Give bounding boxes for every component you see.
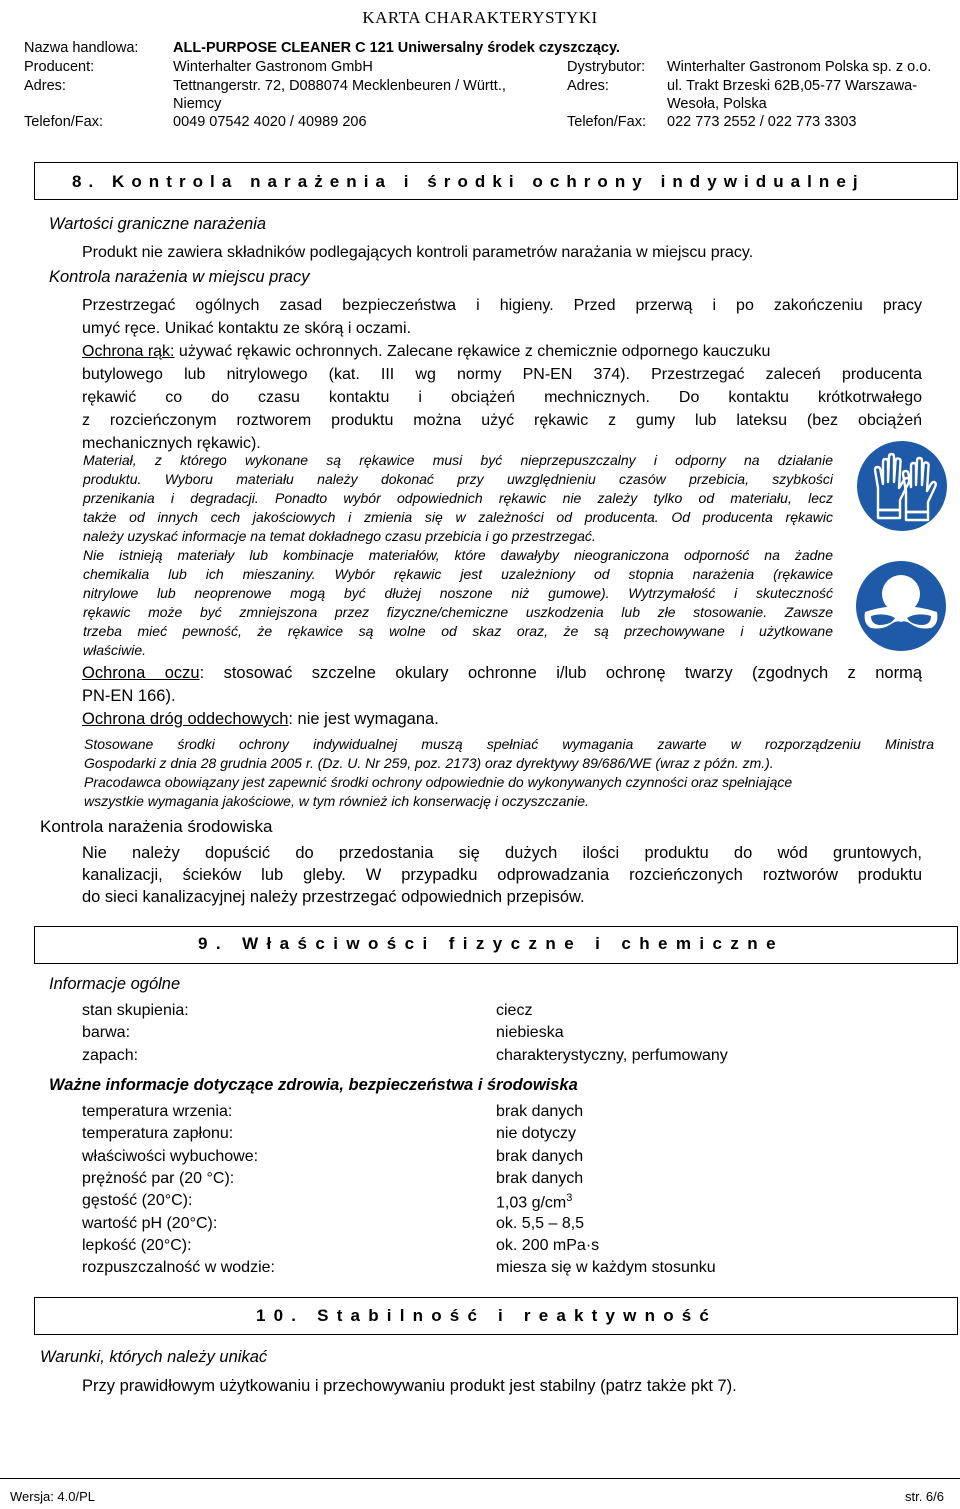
limits-heading: Wartości graniczne narażenia xyxy=(49,215,267,233)
section-9-title: 9. Właściwości fizyczne i chemiczne xyxy=(198,934,784,953)
safety-info-row-label: rozpuszczalność w wodzie: xyxy=(82,1259,275,1277)
general-info-heading: Informacje ogólne xyxy=(49,975,181,993)
safety-info-row-value xyxy=(496,1103,583,1121)
regulation-line1: Stosowane środki ochrony indywidualnej muszą spełniać wymagania zawarte w rozporządzeniu Ministra xyxy=(84,736,934,752)
respiratory-protection-text: : nie jest wymagana. xyxy=(288,710,439,728)
glove-note-line10: trzeba mieć pewność, że rękawice są wolne od skaz oraz, że są przechowywane i użytkowane xyxy=(83,623,833,639)
safety-info-row-value-text: brak danych xyxy=(496,1103,584,1120)
section-10-title: 10. Stabilność i reaktywność xyxy=(256,1306,718,1325)
eye-protection-line2: PN-EN 166). xyxy=(82,687,176,705)
producer-address-line2: Niemcy xyxy=(173,96,222,112)
footer-page-number: str. 6/6 xyxy=(904,1489,944,1504)
general-info-row-value xyxy=(496,1002,532,1020)
hands-protection-line3: rękawić co do czasu kontaktu i obciążeń mechnicznych. Do kontaktu krótkotrwałego xyxy=(82,389,922,406)
eye-protection-text: : stosować szczelne okulary ochronne i/lub ochronę twarzy (zgodnych z normą xyxy=(199,664,922,682)
safety-info-row-value-text: ok. 5,5 – 8,5 xyxy=(496,1214,585,1232)
distributor-address-label: Adres: xyxy=(567,78,609,94)
gloves-icon xyxy=(856,440,948,532)
general-info-row-label: stan skupienia: xyxy=(82,1002,189,1019)
regulation-line4: wszystkie wymagania jakościowe, w tym również ich konserwację i oczyszczanie. xyxy=(84,793,589,809)
workplace-line1: Przestrzegać ogólnych zasad bezpieczeństwa i higieny. Przed przerwą i po zakończeniu pracy xyxy=(82,297,922,314)
safety-info-row-value xyxy=(496,1259,716,1277)
address-label: Adres: xyxy=(24,78,66,94)
footer-version: Wersja: 4.0/PL xyxy=(10,1489,96,1504)
glove-note-line2: produktu. Wyboru materiału należy dokonać przy uwzględnieniu czasów przebicia, szybkości xyxy=(83,471,833,487)
phone-label: Telefon/Fax: xyxy=(24,114,103,130)
document-title: KARTA CHARAKTERYSTYKI xyxy=(362,8,598,27)
density-unit-exponent: 3 xyxy=(566,1192,573,1205)
safety-info-row-value xyxy=(496,1125,576,1143)
hands-protection-label: Ochrona rąk: xyxy=(82,343,175,360)
environment-heading: Kontrola narażenia środowiska xyxy=(40,817,273,836)
safety-info-row-label: lepkość (20°C): xyxy=(82,1236,192,1254)
general-info-row-value-text: charakterystyczny, perfumowany xyxy=(496,1046,728,1064)
glove-note-line5: należy uzyskać informacje na temat dokładnego czasu przebicia i go przestrzegać. xyxy=(83,528,596,544)
safety-info-row-value xyxy=(496,1148,583,1166)
glove-note-line6: Nie istnieją materiały lub kombinacje materiałów, które dawałyby nieograniczona odporność na żadne xyxy=(83,547,833,563)
hands-protection-line4: z rozcieńczonym roztworem produktu można użyć rękawic z gumy lub lateksu (bez obciążeń xyxy=(82,412,922,429)
glove-note-line1: Materiał, z którego wykonane są rękawice musi być nieprzepuszczalny i odporny na działanie xyxy=(83,452,833,468)
footer-divider xyxy=(0,1478,960,1479)
producer-label: Producent: xyxy=(24,59,95,75)
distributor-address-line1: ul. Trakt Brzeski 62B,05-77 Warszawa- xyxy=(667,78,918,94)
distributor-label: Dystrybutor: xyxy=(567,59,646,75)
safety-info-row-label: prężność par (20 °C): xyxy=(82,1169,235,1187)
general-info-row-value-text: niebieska xyxy=(496,1024,564,1042)
safety-info-row-label: właściwości wybuchowe: xyxy=(82,1147,259,1165)
distributor-phone-label: Telefon/Fax: xyxy=(567,114,646,130)
distributor-address-line2: Wesoła, Polska xyxy=(667,96,767,112)
safety-info-row-value-text: miesza się w każdym stosunku xyxy=(496,1259,716,1277)
producer-address-line1: Tettnangerstr. 72, D088074 Mecklenbeuren / Württ., xyxy=(173,78,506,94)
environment-line2: kanalizacji, ścieków lub gleby. W przypadku odprowadzania rozcieńczonych roztworów produktu xyxy=(82,866,922,884)
safety-info-row-label: temperatura zapłonu: xyxy=(82,1125,234,1143)
trade-name-value: ALL-PURPOSE CLEANER C 121 Uniwersalny środek czyszczący. xyxy=(173,40,620,56)
general-info-row-value-text: ciecz xyxy=(496,1002,533,1019)
glove-note-line3: przenikania i degradacji. Ponadto wybór odpowiednich rękawic nie zależy tylko od materiału, lecz xyxy=(83,490,833,506)
glove-note-line11: właściwie. xyxy=(83,642,147,658)
safety-info-row-value-text: 1,03 g/cm xyxy=(496,1194,567,1212)
distributor-phone: 022 773 2552 / 022 773 3303 xyxy=(667,114,857,130)
glove-note-line9: rękawic może być zmniejszona przez fizyczne/chemiczne uszkodzenia lub złe stosowanie. Zawsze xyxy=(83,604,833,620)
safety-info-row-label: wartość pH (20°C): xyxy=(82,1214,218,1232)
safety-info-row-value xyxy=(496,1237,599,1255)
safety-info-row-value-text: nie dotyczy xyxy=(496,1125,577,1143)
general-info-row-label: zapach: xyxy=(82,1046,139,1064)
general-info-row-value xyxy=(496,1047,728,1065)
eye-protection-label: Ochrona oczu xyxy=(82,664,200,682)
regulation-line3: Pracodawca obowiązany jest zapewnić środki ochrony odpowiednie do wykonywanych czynności oraz spełniające xyxy=(84,774,793,790)
environment-line1: Nie należy dopuścić do przedostania się dużych ilości produktu do wód gruntowych, xyxy=(82,844,922,862)
glove-note-line8: nitrylowe lub neoprenowe mogą być dłużej noszone niż gumowe). Wytrzymałość i skuteczność xyxy=(83,585,833,601)
producer-value: Winterhalter Gastronom GmbH xyxy=(173,59,373,75)
glove-note-line7: chemikalia lub ich mieszaniny. Wybór rękawic jest uzależniony od stopnia narażenia (rękawice xyxy=(83,566,833,582)
environment-line3: do sieci kanalizacyjnej należy przestrzegać odpowiednich przepisów. xyxy=(82,888,585,906)
hands-protection-line5: mechanicznych rękawic). xyxy=(82,435,261,452)
hands-protection-line1 xyxy=(82,340,770,363)
general-info-row-value xyxy=(496,1024,564,1042)
safety-info-row-label: gęstość (20°C): xyxy=(82,1192,193,1210)
goggles-icon xyxy=(855,560,947,652)
trade-name-label: Nazwa handlowa: xyxy=(24,40,139,56)
respiratory-protection xyxy=(82,708,439,731)
respiratory-protection-label: Ochrona dróg oddechowych xyxy=(82,710,289,728)
section-8-title: 8. Kontrola narażenia i środki ochrony indywidualnej xyxy=(72,172,865,191)
safety-info-heading: Ważne informacje dotyczące zdrowia, bezpieczeństwa i środowiska xyxy=(49,1076,578,1094)
limits-text: Produkt nie zawiera składników podlegających kontroli parametrów narażania w miejscu pracy. xyxy=(82,244,754,261)
safety-info-row-value xyxy=(496,1215,584,1233)
hands-protection-line2: butylowego lub nitrylowego (kat. III wg normy PN-EN 374). Przestrzegać zaleceń producenta xyxy=(82,366,922,383)
general-info-row-label: barwa: xyxy=(82,1024,131,1042)
safety-info-row-label: temperatura wrzenia: xyxy=(82,1103,233,1120)
avoid-conditions-heading: Warunki, których należy unikać xyxy=(40,1348,268,1366)
producer-phone: 0049 07542 4020 / 40989 206 xyxy=(173,114,367,130)
distributor-value: Winterhalter Gastronom Polska sp. z o.o. xyxy=(667,59,932,75)
workplace-line2: umyć ręce. Unikać kontaktu ze skórą i oczami. xyxy=(82,320,412,337)
safety-info-row-value-text: ok. 200 mPa·s xyxy=(496,1236,600,1254)
regulation-line2: Gospodarki z dnia 28 grudnia 2005 r. (Dz. U. Nr 259, poz. 2173) oraz dyrektywy 89/686/WE (wraz z późn. zm.). xyxy=(84,755,774,771)
workplace-heading: Kontrola narażenia w miejscu pracy xyxy=(49,268,310,286)
safety-info-row-value xyxy=(496,1170,583,1188)
safety-info-row-value xyxy=(496,1192,572,1212)
avoid-conditions-text: Przy prawidłowym użytkowaniu i przechowywaniu produkt jest stabilny (patrz także pkt 7). xyxy=(82,1377,737,1395)
glove-note-line4: także od innych cech jakościowych i zmienia się w zależności od producenta. Od producenta rękawic xyxy=(83,509,833,525)
hands-protection-text: używać rękawic ochronnych. Zalecane rękawice z chemicznie odpornego kauczuku xyxy=(174,343,771,360)
safety-info-row-value-text: brak danych xyxy=(496,1147,584,1165)
eye-protection-line1 xyxy=(82,662,922,685)
safety-info-row-value-text: brak danych xyxy=(496,1169,584,1187)
